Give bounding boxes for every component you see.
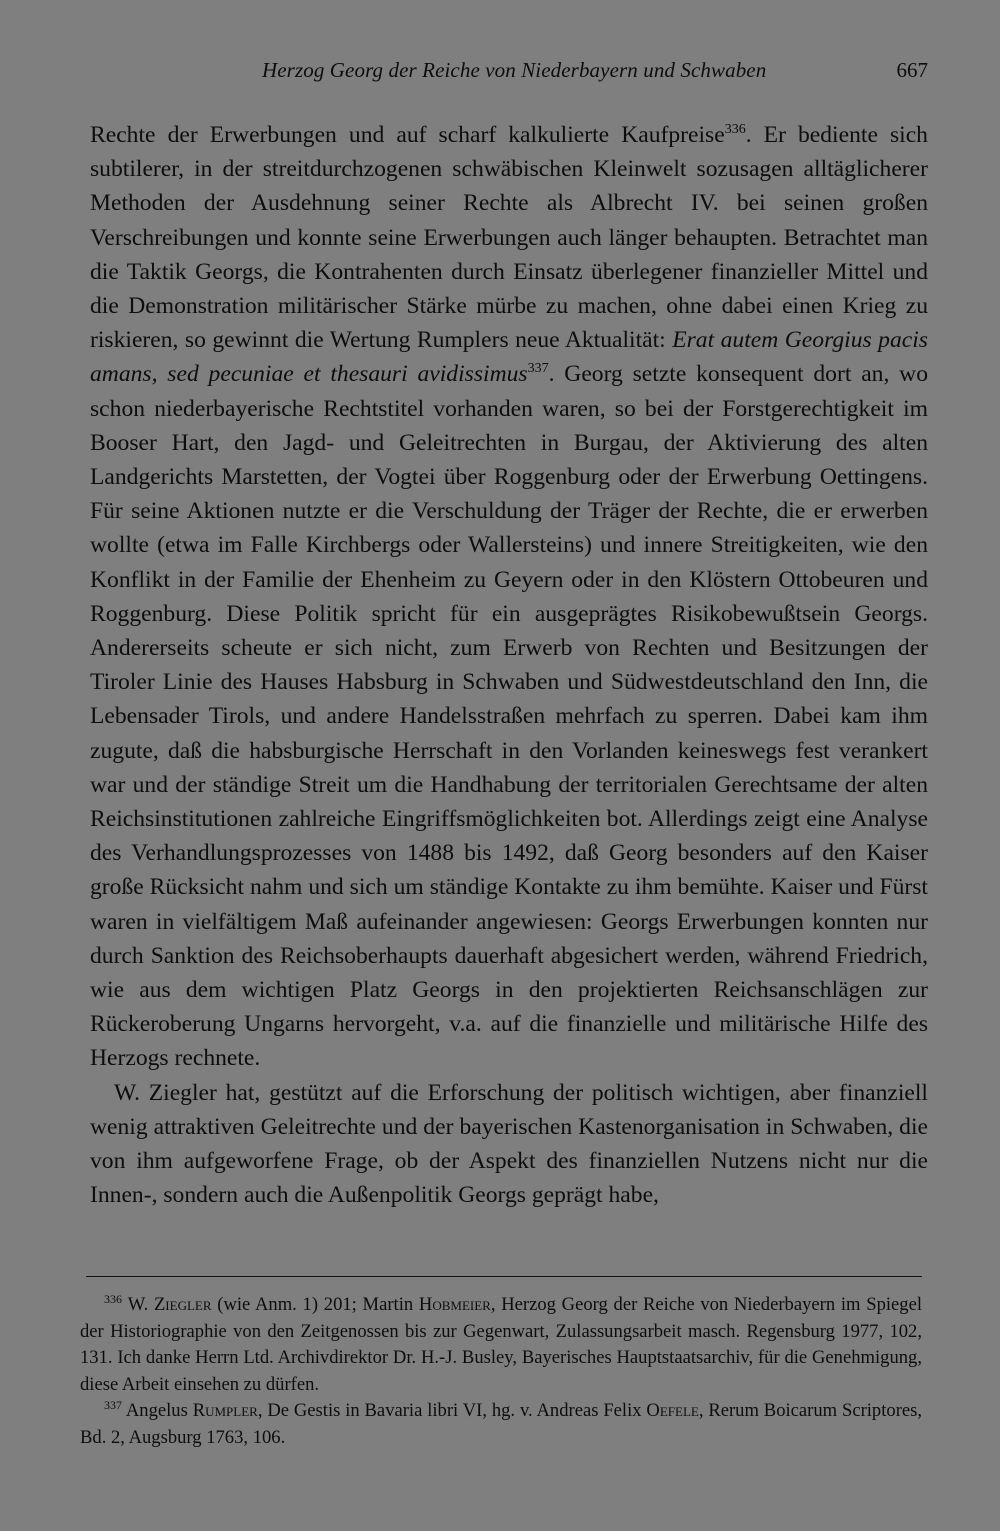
latin-quote: Erat autem Georgius pacis amans, sed pecuniae et thesauri avidissimus	[90, 327, 928, 388]
footnote-author: Oefele	[646, 1400, 699, 1422]
running-title: Herzog Georg der Reiche von Niederbayern und Schwaben	[262, 58, 767, 82]
paragraph-1-text-c: . Georg setzte konsequent dort an, wo schon niederbayerische Rechtstitel vorhanden waren, so bei der Forstgerechtigkeit im Booser Hart, den Jagd- und Geleitrechten in Burgau, der Aktivierung des alten Landgerichts Marstetten, der Vogtei über Roggenburg oder der Erwerbung Oettingens. Für seine Aktionen nutzte er die Verschuldung der Träger der Rechte, die er erwerben wollte (etwa im Falle Kirchbergs oder Wallersteins) und innere Streitigkeiten, wie den Konflikt in der Familie der Ehenheim zu Geyern oder in den Klöstern Ottobeuren und Roggenburg. Diese Politik spricht für ein ausgeprägtes Risikobewußtsein Georgs. Andererseits scheute er sich nicht, zum Erwerb von Rechten und Besitzungen der Tiroler Linie des Hauses Habsburg in Schwaben und Südwestdeutschland den Inn, die Lebensader Tirols, und andere Handelsstraßen mehrfach zu sperren. Dabei kam ihm zugute, daß die habsburgische Herrschaft in den Vorlanden keineswegs fest verankert war und der ständige Streit um die Handhabung der territorialen Gerechtsame der alten Reichsinstitutionen zahlreiche Eingriffsmöglichkeiten bot. Allerdings zeigt eine Analyse des Verhandlungsprozesses von 1488 bis 1492, daß Georg besonders auf den Kaiser große Rücksicht nahm und sich um ständige Kontakte zu ihm bemühte. Kaiser und Fürst waren in vielfältigem Maß aufeinander angewiesen: Georgs Erwerbungen konnten nur durch Sanktion des Reichsoberhaupts dauerhaft abgesichert werden, während Friedrich, wie aus dem wichtigen Platz Georgs in den projektierten Reichsanschlägen zur Rückeroberung Ungarns hervorgeht, v.a. auf die finanzielle und militärische Hilfe des Herzogs rechnete.	[90, 361, 928, 1072]
footnote-author: W. Ziegler	[127, 1294, 212, 1315]
footnote-text: , De Gestis in Bavaria libri VI, hg. v. Andreas Felix	[257, 1400, 647, 1422]
footnotes	[80, 1292, 922, 1452]
page-number: 667	[896, 58, 928, 82]
footnote-ref-337: 337	[527, 361, 549, 377]
paragraph-1-text-b: . Er bediente sich subtilerer, in der streitdurchzogenen schwäbischen Kleinwelt sozusagen alltäglicherer Methoden der Ausdehnung seiner Rechte als Albrecht IV. bei seinen großen Verschreibungen und konnte seine Erwerbungen auch länger behaupten. Betrachtet man die Taktik Georgs, die Kontrahenten durch Einsatz überlegener finanzieller Mittel und die Demonstration militärischer Stärke mürbe zu machen, ohne dabei einen Krieg zu riskieren, so gewinnt die Wertung Rumplers neue Aktualität:	[90, 122, 928, 354]
page-header	[90, 58, 928, 88]
footnote-text: , Herzog Georg der Reiche von Niederbayern im Spiegel der Historiographie von den Zeitgenossen bis zur Gegenwart, Zulassungsarbeit masch. Regensburg 1977, 102, 131. Ich danke Herrn Ltd. Archivdirektor Dr. H.-J. Busley, Bayerisches Hauptstaatsarchiv, für die Genehmigung, diese Arbeit einsehen zu dürfen.	[80, 1294, 922, 1395]
footnote-text: (wie Anm. 1) 201; Martin	[211, 1294, 419, 1315]
footnote-author: Hobmeier	[418, 1294, 491, 1315]
footnote-337	[80, 1398, 922, 1451]
footnote-text: , Rerum Boicarum Scriptores, Bd. 2, Augsburg 1763, 106.	[80, 1400, 923, 1448]
footnote-number: 337	[104, 1398, 122, 1413]
footnote-divider	[86, 1276, 922, 1277]
footnote-ref-336: 336	[724, 122, 746, 137]
main-text	[90, 118, 928, 1213]
footnote-number: 336	[104, 1292, 122, 1306]
footnote-author: Rumpler	[192, 1400, 258, 1422]
paragraph-1-text-a: Rechte der Erwerbungen und auf scharf kalkulierte Kaufpreise	[90, 122, 725, 148]
paragraph-1	[90, 118, 928, 1076]
footnote-336	[80, 1292, 922, 1398]
footnote-text: Angelus	[125, 1400, 193, 1422]
paragraph-2: W. Ziegler hat, gestützt auf die Erforschung der politisch wichtigen, aber finanziell wenig attraktiven Geleitrechte und der bayerischen Kastenorganisation in Schwaben, die von ihm aufgeworfene Frage, ob der Aspekt des finanziellen Nutzens nicht nur die Innen-, sondern auch die Außenpolitik Georgs geprägt habe,	[90, 1079, 928, 1209]
